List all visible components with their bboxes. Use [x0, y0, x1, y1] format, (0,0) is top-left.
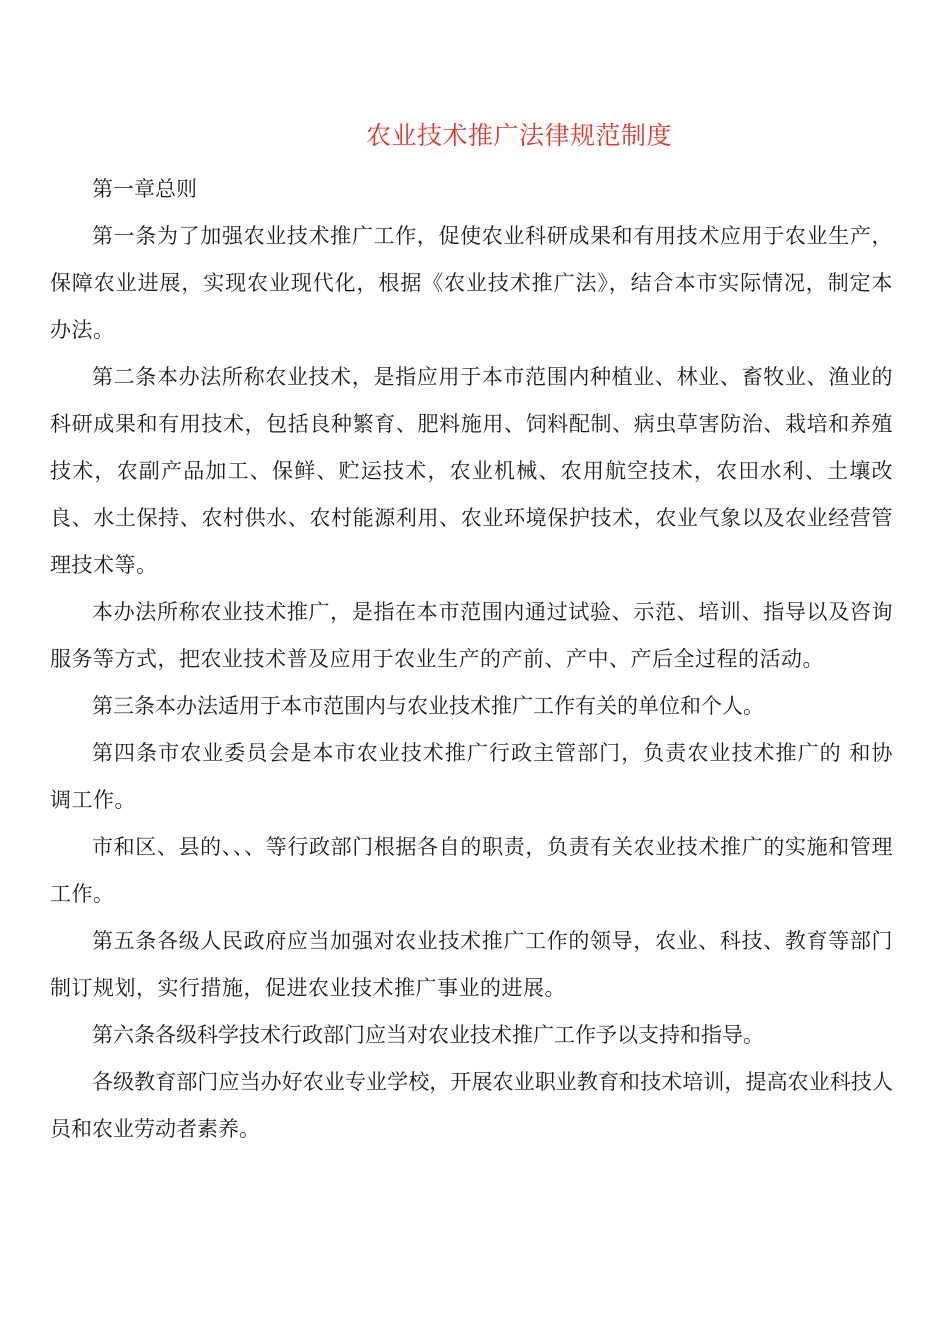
paragraph-definition-promotion: 本办法所称农业技术推广，是指在本市范围内通过试验、示范、培训、指导以及咨询服务等方式，把农业技术普及应用于农业生产的产前、产中、产后全过程的活动。 [50, 600, 893, 671]
paragraph-article-1: 第一条为了加强农业技术推广工作，促使农业科研成果和有用技术应用于农业生产，保障农业进展，实现农业现代化，根据《农业技术推广法》，结合本市实际情况，制定本办法。 [50, 224, 893, 342]
paragraph-article-3: 第三条本办法适用于本市范围内与农业技术推广工作有关的单位和个人。 [92, 694, 764, 718]
document-title: 农业技术推广法律规范制度 [365, 121, 672, 150]
paragraph-article-4: 第四条市农业委员会是本市农业技术推广行政主管部门，负责农业技术推广的 和协调工作。 [50, 741, 893, 812]
chapter-heading: 第一章总则 [92, 177, 197, 201]
paragraph-article-2: 第二条本办法所称农业技术，是指应用于本市范围内种植业、林业、畜牧业、渔业的科研成果和有用技术，包括良种繁育、肥料施用、饲料配制、病虫草害防治、栽培和养殖技术，农副产品加工、保鲜、贮运技术，农业机械、农用航空技术，农田水利、土壤改良、水土保持、农村供水、农村能源利用、农业环境保护技术，农业气象以及农业经营管理技术等。 [50, 365, 893, 577]
paragraph-district-departments: 市和区、县的、、、等行政部门根据各自的职责，负责有关农业技术推广的实施和管理工作。 [50, 835, 893, 906]
paragraph-article-5: 第五条各级人民政府应当加强对农业技术推广工作的领导，农业、科技、教育等部门制订规划，实行措施，促进农业技术推广事业的进展。 [50, 929, 893, 1000]
paragraph-education-departments: 各级教育部门应当办好农业专业学校，开展农业职业教育和技术培训，提高农业科技人员和农业劳动者素养。 [50, 1070, 893, 1141]
paragraph-article-6: 第六条各级科学技术行政部门应当对农业技术推广工作予以支持和指导。 [92, 1023, 764, 1047]
document-body [50, 166, 893, 1153]
